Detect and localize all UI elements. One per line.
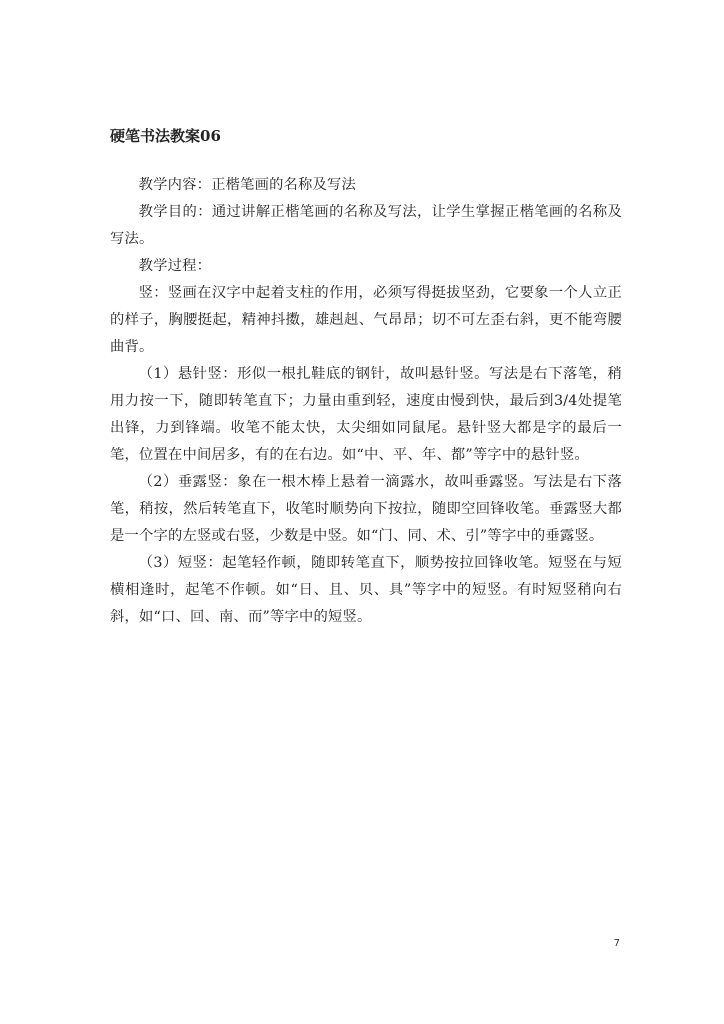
- document-body: [110, 172, 622, 631]
- page-number: 7: [613, 938, 620, 949]
- document-title: 硬笔书法教案06: [110, 127, 221, 145]
- paragraph-teaching-content: 教学内容：正楷笔画的名称及写法: [138, 177, 357, 193]
- paragraph-short-vertical: （3）短竖：起笔轻作顿，随即转笔直下，顺势按拉回锋收笔。短竖在与短横相逢时，起笔不作顿。如“日、且、贝、具”等字中的短竖。有时短竖稍向右斜，如“口、回、南、而”等字中的短竖。: [110, 555, 622, 625]
- paragraph-vertical-stroke: 竖：竖画在汉字中起着支柱的作用，必须写得挺拔坚劲，它要象一个人立正的样子，胸腰挺起，精神抖擞，雄赳赳、气昂昂；切不可左歪右斜，更不能弯腰曲背。: [110, 285, 622, 355]
- paragraph-hanging-needle: （1）悬针竖：形似一根扎鞋底的钢针，故叫悬针竖。写法是右下落笔，稍用力按一下，随即转笔直下；力量由重到轻，速度由慢到快，最后到3/4处提笔出锋，力到锋端。收笔不能太快，太尖细如同鼠尾。悬针竖大都是字的最后一笔，位置在中间居多，有的在右边。如“中、平、年、都”等字中的悬针竖。: [110, 366, 622, 463]
- paragraph-teaching-process: 教学过程：: [138, 258, 212, 274]
- paragraph-teaching-goal: 教学目的：通过讲解正楷笔画的名称及写法，让学生掌握正楷笔画的名称及写法。: [110, 204, 622, 247]
- paragraph-dew-drop: （2）垂露竖：象在一根木棒上悬着一滴露水，故叫垂露竖。写法是右下落笔，稍按，然后转笔直下，收笔时顺势向下按拉，随即空回锋收笔。垂露竖大都是一个字的左竖或右竖，少数是中竖。如“门、同、术、引”等字中的垂露竖。: [110, 474, 622, 544]
